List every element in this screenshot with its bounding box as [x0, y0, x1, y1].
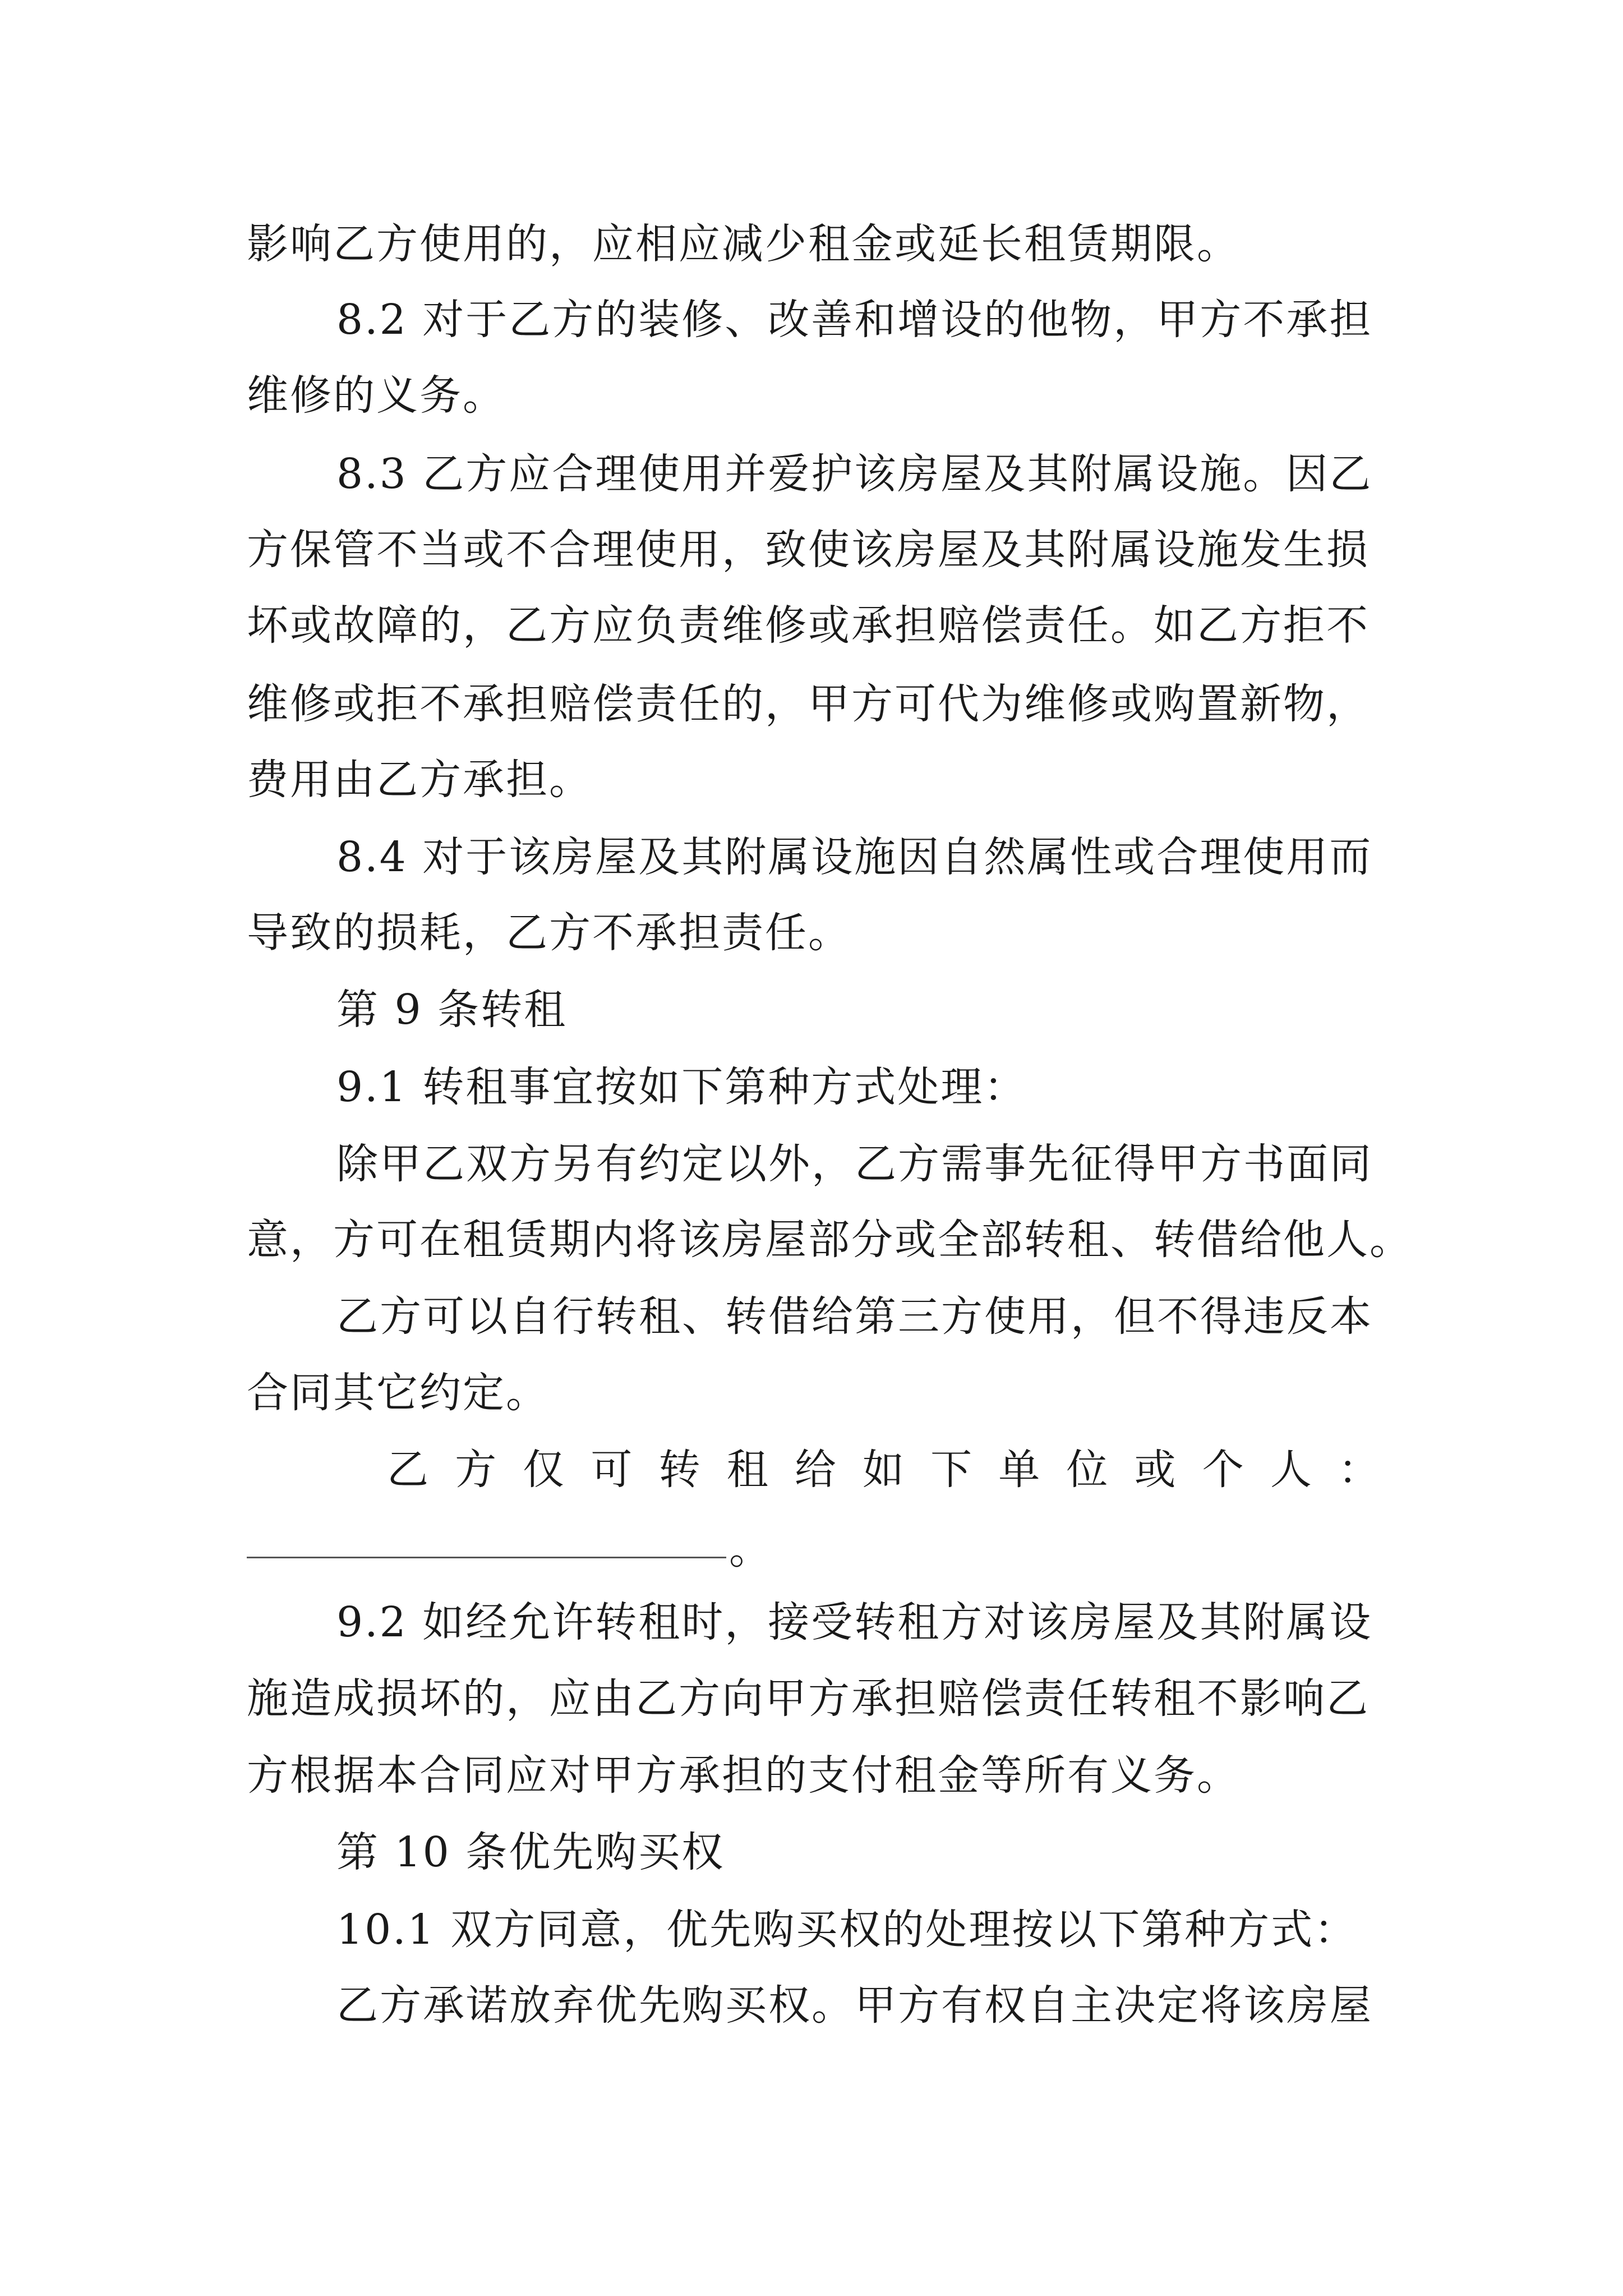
- spaced-char: 如: [862, 1446, 904, 1494]
- text-line: 合同其它约定。: [247, 1369, 549, 1417]
- text-line: 8.4 对于该房屋及其附属设施因自然属性或合理使用而: [336, 833, 1373, 881]
- text-line: 8.3 乙方应合理使用并爱护该房屋及其附属设施。因乙: [336, 450, 1373, 498]
- text-line: 乙方承诺放弃优先购买权。甲方有权自主决定将该房屋: [336, 1981, 1373, 2030]
- text-line: 除甲乙双方另有约定以外，乙方需事先征得甲方书面同: [336, 1140, 1373, 1188]
- text-line: 10.1 双方同意，优先购买权的处理按以下第种方式：: [336, 1906, 1358, 1954]
- spaced-char: 单: [998, 1446, 1040, 1494]
- text-line: 乙方可以自行转租、转借给第三方使用，但不得违反本: [336, 1292, 1373, 1341]
- text-line: 费用由乙方承担。: [247, 756, 592, 804]
- text-line: 施造成损坏的，应由乙方向甲方承担赔偿责任转租不影响乙: [247, 1674, 1370, 1723]
- text-line: 导致的损耗，乙方不承担责任。: [247, 909, 851, 957]
- spaced-char: 个: [1202, 1446, 1244, 1494]
- text-line: 9.1 转租事宜按如下第种方式处理：: [336, 1063, 1027, 1111]
- spaced-char: 人: [1270, 1446, 1312, 1494]
- fill-in-blank: [247, 1557, 726, 1558]
- text-line: 9.2 如经允许转租时，接受转租方对该房屋及其附属设: [336, 1598, 1373, 1646]
- spaced-char: 方: [455, 1446, 497, 1494]
- text-line: 意，方可在租赁期内将该房屋部分或全部转租、转借给他人。: [247, 1216, 1413, 1264]
- text-line: 方保管不当或不合理使用，致使该房屋及其附属设施发生损: [247, 526, 1370, 574]
- section-heading: 第 10 条优先购买权: [336, 1828, 725, 1876]
- spaced-char: 仅: [523, 1446, 565, 1494]
- text-line: 8.2 对于乙方的装修、改善和增设的他物，甲方不承担: [336, 296, 1373, 344]
- spaced-char: 租: [726, 1446, 768, 1494]
- spaced-text-line: [387, 1442, 1380, 1498]
- text-line: 坏或故障的，乙方应负责维修或承担赔偿责任。如乙方拒不: [247, 601, 1370, 650]
- spaced-char: 可: [591, 1446, 633, 1494]
- section-heading: 第 9 条转租: [336, 986, 568, 1034]
- spaced-char: 下: [930, 1446, 972, 1494]
- spaced-char: 给: [794, 1446, 836, 1494]
- spaced-char: 乙: [387, 1446, 428, 1494]
- text-line: 。: [729, 1525, 772, 1573]
- spaced-char: 或: [1134, 1446, 1176, 1494]
- text-line: 方根据本合同应对甲方承担的支付租金等所有义务。: [247, 1751, 1240, 1800]
- spaced-char: 转: [658, 1446, 700, 1494]
- spaced-char: ：: [1338, 1446, 1380, 1494]
- spaced-char: 位: [1066, 1446, 1108, 1494]
- text-line: 维修的义务。: [247, 371, 506, 420]
- text-line: 影响乙方使用的，应相应减少租金或延长租赁期限。: [247, 220, 1240, 268]
- text-line: 维修或拒不承担赔偿责任的，甲方可代为维修或购置新物，: [247, 680, 1370, 728]
